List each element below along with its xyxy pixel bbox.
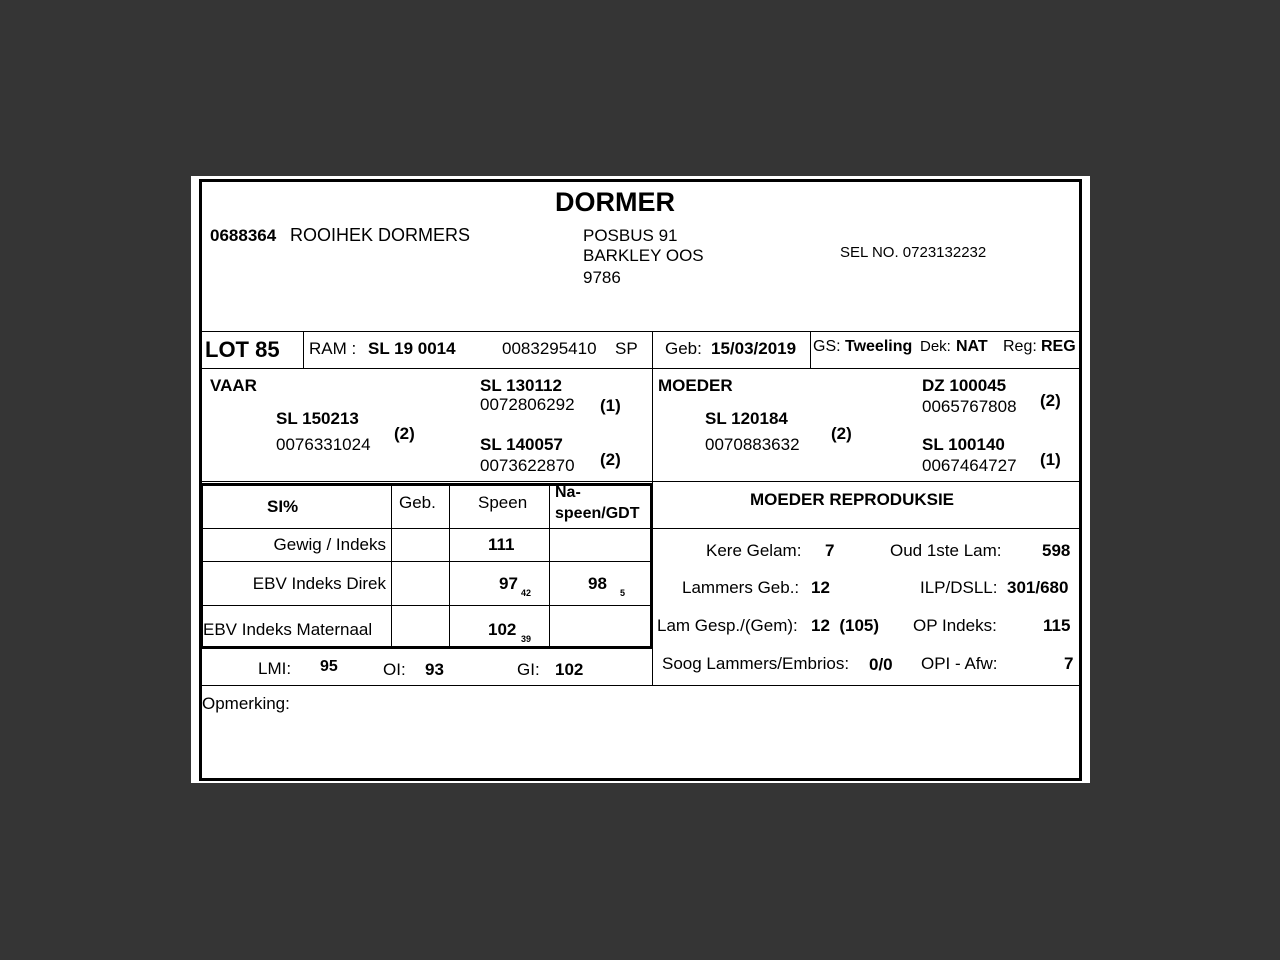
ram-number: 0083295410	[502, 339, 597, 358]
reg-value: REG	[1041, 338, 1076, 355]
divider	[303, 331, 304, 368]
address-line-1: POSBUS 91	[583, 226, 678, 245]
naspeen-header-line2: speen/GDT	[555, 505, 640, 522]
ilp-value: 301/680	[1007, 578, 1069, 597]
kere-value: 7	[825, 541, 835, 560]
owner-id: 0688364	[210, 226, 277, 245]
soog-value: 0/0	[869, 655, 893, 674]
sire-sire-id: SL 130112	[480, 376, 562, 395]
si-speen-accuracy: 39	[521, 634, 532, 644]
dam-sire-number: 0065767808	[922, 397, 1017, 416]
si-row-divider	[200, 528, 652, 529]
naspeen-header-line1: Na-	[555, 484, 581, 501]
sire-number: 0076331024	[276, 435, 371, 454]
divider	[200, 685, 1080, 686]
breed-title: DORMER	[555, 187, 675, 217]
si-naspeen-value: 98	[588, 574, 607, 593]
owner-name: ROOIHEK DORMERS	[290, 225, 471, 245]
opi-value: 7	[1064, 654, 1074, 673]
remarks-label: Opmerking:	[202, 694, 290, 713]
oud-label: Oud 1ste Lam:	[890, 541, 1002, 560]
sire-heading: VAAR	[210, 376, 257, 395]
geb-header: Geb.	[399, 493, 436, 512]
lot-number: LOT 85	[205, 337, 280, 362]
si-table-border	[650, 483, 653, 649]
lmi-value: 95	[320, 658, 338, 675]
si-col-divider	[391, 485, 392, 647]
dam-count: (2)	[831, 424, 852, 443]
gesp-label: Lam Gesp./(Gem):	[657, 616, 798, 635]
sire-dam-count: (2)	[600, 450, 621, 469]
dam-heading: MOEDER	[658, 376, 733, 395]
dek-value: NAT	[956, 338, 988, 355]
phone-number: SEL NO. 0723132232	[840, 244, 987, 261]
si-col-divider	[549, 485, 550, 647]
sire-dam-number: 0073622870	[480, 456, 575, 475]
si-speen-value: 111	[488, 535, 515, 554]
si-speen-value: 102	[488, 620, 517, 639]
si-row-label: EBV Indeks Direk	[252, 574, 386, 593]
gi-value: 102	[555, 660, 584, 679]
op-value: 115	[1043, 616, 1071, 635]
si-speen-accuracy: 42	[521, 588, 532, 598]
dam-dam-count: (1)	[1040, 450, 1061, 469]
opi-label: OPI - Afw:	[921, 654, 998, 673]
si-speen-value: 97	[499, 574, 518, 593]
divider	[200, 331, 1080, 332]
birth-date: 15/03/2019	[711, 339, 797, 358]
lammers-label: Lammers Geb.:	[682, 578, 800, 597]
sire-sire-count: (1)	[600, 396, 621, 415]
sire-id: SL 150213	[276, 409, 359, 428]
dam-sire-count: (2)	[1040, 391, 1061, 410]
kere-label: Kere Gelam:	[706, 541, 802, 560]
op-label: OP Indeks:	[913, 616, 997, 635]
card-border	[199, 179, 1082, 781]
divider	[810, 331, 811, 368]
divider	[652, 528, 1080, 529]
si-header: SI%	[267, 497, 299, 516]
gs-value: Tweeling	[845, 338, 913, 355]
dam-dam-id: SL 100140	[922, 435, 1005, 454]
gs-label: GS:	[813, 338, 841, 355]
reg-label: Reg:	[1003, 338, 1037, 355]
si-row-divider	[200, 561, 652, 562]
ilp-label: ILP/DSLL:	[920, 578, 998, 597]
birth-label: Geb:	[665, 339, 702, 358]
dam-id: SL 120184	[705, 409, 788, 428]
lammers-value: 12	[811, 578, 830, 597]
oi-label: OI:	[383, 660, 406, 679]
divider	[200, 368, 1080, 369]
sire-dam-id: SL 140057	[480, 435, 563, 454]
dam-sire-id: DZ 100045	[922, 376, 1007, 395]
si-naspeen-accuracy: 5	[620, 588, 626, 598]
soog-label: Soog Lammers/Embrios:	[662, 654, 850, 673]
lmi-label: LMI:	[258, 659, 292, 678]
address-line-2: BARKLEY OOS	[583, 246, 704, 265]
sire-count: (2)	[394, 424, 415, 443]
si-table-border	[200, 646, 653, 649]
reproduction-title: MOEDER REPRODUKSIE	[750, 490, 955, 509]
dek-label: Dek:	[920, 338, 951, 355]
si-row-divider	[200, 605, 652, 606]
ram-suffix: SP	[615, 339, 638, 358]
oi-value: 93	[425, 660, 444, 679]
si-col-divider	[449, 485, 450, 647]
ram-label: RAM :	[309, 339, 357, 358]
dam-dam-number: 0067464727	[922, 456, 1017, 475]
speen-header: Speen	[478, 493, 528, 512]
si-row-label: EBV Indeks Maternaal	[203, 620, 373, 639]
gesp-value: 12 (105)	[811, 616, 880, 635]
address-line-3: 9786	[583, 268, 621, 287]
oud-value: 598	[1042, 541, 1071, 560]
divider	[200, 481, 1080, 482]
si-row-label: Gewig / Indeks	[273, 535, 386, 554]
ram-id: SL 19 0014	[368, 339, 456, 358]
dam-number: 0070883632	[705, 435, 800, 454]
sire-sire-number: 0072806292	[480, 395, 575, 414]
si-table-border	[200, 483, 653, 486]
gi-label: GI:	[517, 660, 540, 679]
